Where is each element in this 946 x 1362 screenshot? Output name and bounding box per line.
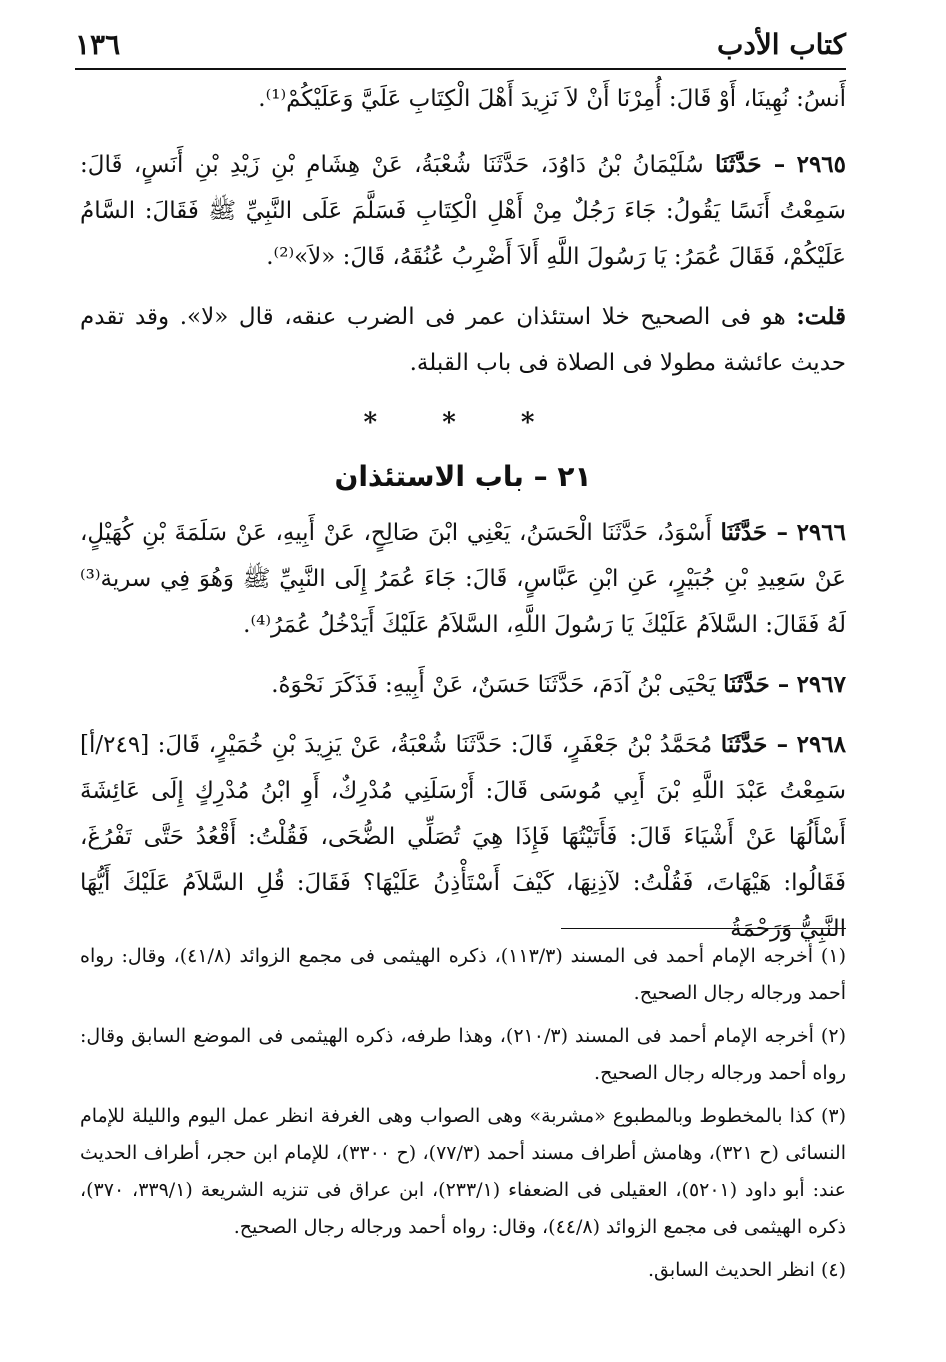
hadith-2967 bbox=[80, 662, 846, 708]
hadith-lead: – حَدَّثَنَا bbox=[715, 151, 786, 178]
hadith-number: ٢٩٦٦ bbox=[796, 519, 846, 546]
hadith-text: أَسْوَدُ، حَدَّثَنَا الْحَسَنُ، يَعْنِي ابْنَ صَالِحٍ، عَنْ أَبِيهِ، عَنْ سَلَمَةَ بْنِ كُهَيْلٍ، عَنْ سَعِيدِ بْنِ جُبَيْرٍ، عَنِ ابْنِ عَبَّاسٍ، قَالَ: جَاءَ عُمَرُ إِلَى النَّبِيِّ ﷺ وَهُوَ فِي سرية⁽³⁾ لَهُ فَقَالَ: السَّلاَمُ عَلَيْكَ يَا رَسُولَ اللَّهِ، السَّلاَمُ عَلَيْكَ أَيَدْخُلُ عُمَرُ⁽⁴⁾. bbox=[80, 520, 846, 638]
page-number: ١٣٦ bbox=[75, 28, 121, 61]
footnotes bbox=[80, 938, 846, 1295]
hadith-text: يَحْيَى بْنُ آدَمَ، حَدَّثَنَا حَسَنٌ، عَنْ أَبِيهِ: فَذَكَرَ نَحْوَهُ. bbox=[271, 672, 716, 698]
footnote-3: (٣) كذا بالمخطوط وبالمطبوع «مشربة» وهى الصواب وهى الغرفة انظر عمل اليوم والليلة للإمام النسائى (ح ٣٢١)، وهامش أطراف مسند أحمد (٧٧/٣)، (ح ٣٣٠٠)، للإمام ابن حجر، أطراف الحديث عند: أبو داود (٥٢٠١)، العقيلى فى الضعفاء (٢٣٣/١)، ابن عراق فى تنزيه الشريعة (٣٣٩/١، ٣٧٠)، ذكره الهيثمى فى مجمع الزوائد (٤٤/٨)، وقال: رواه أحمد ورجاله رجال الصحيح. bbox=[80, 1105, 847, 1238]
book-title: كتاب الأدب bbox=[717, 28, 846, 61]
hadith-number: ٢٩٦٧ bbox=[796, 671, 846, 698]
footnote-4: (٤) انظر الحديث السابق. bbox=[647, 1259, 846, 1281]
page-header bbox=[75, 28, 846, 70]
footnote-divider bbox=[561, 928, 846, 929]
hadith-lead: – حَدَّثَنَا bbox=[720, 731, 789, 758]
hadith-2965 bbox=[80, 142, 846, 280]
hadith-2968 bbox=[80, 722, 846, 952]
hadith-text: سُلَيْمَانُ بْنُ دَاوُدَ، حَدَّثَنَا شُعْبَةُ، عَنْ هِشَامِ بْنِ زَيْدِ بْنِ أَنَسٍ، قَالَ: سَمِعْتُ أَنَسًا يَقُولُ: جَاءَ رَجُلٌ مِنْ أَهْلِ الْكِتَابِ فَسَلَّمَ عَلَى النَّبِيِّ ﷺ فَقَالَ: السَّامُ عَلَيْكُمْ، فَقَالَ عُمَرُ: يَا رَسُولَ اللَّهِ أَلاَ أَضْرِبُ عُنُقَهُ، قَالَ: «لاَ»⁽²⁾. bbox=[80, 152, 846, 270]
comment-label: قلت: bbox=[796, 303, 846, 330]
hadith-number: ٢٩٦٥ bbox=[796, 151, 847, 178]
footnote-2: (٢) أخرجه الإمام أحمد فى المسند (٢١٠/٣)، وهذا طرفه، ذكره الهيثمى فى الموضع السابق وقال: رواه أحمد ورجاله رجال الصحيح. bbox=[80, 1025, 846, 1084]
comment-text: هو فى الصحيح خلا استئذان عمر فى الضرب عنقه، قال «لا». وقد تقدم حديث عائشة مطولا فى الصلاة فى باب القبلة. bbox=[80, 304, 846, 376]
hadith-text: مُحَمَّدُ بْنُ جَعْفَرٍ، قَالَ: حَدَّثَنَا شُعْبَةُ، عَنْ يَزِيدَ بْنِ خُمَيْرٍ، قَالَ: [٢٤٩/أ] سَمِعْتُ عَبْدَ اللَّهِ بْنَ أَبِي مُوسَى قَالَ: أَرْسَلَنِي مُدْرِكٌ، أَوِ ابْنُ مُدْرِكٍ إِلَى عَائِشَةَ أَسْأَلُهَا عَنْ أَشْيَاءَ قَالَ: فَأَتَيْتُهَا فَإِذَا هِيَ تُصَلِّي الضُّحَى، فَقُلْتُ: أَقْعُدُ حَتَّى تَفْرُغَ، فَقَالُوا: هَيْهَاتَ، فَقُلْتُ: لآذِنِهَا، كَيْفَ أَسْتَأْذِنُ عَلَيْهَا؟ فَقَالَ: قُلِ السَّلاَمُ عَلَيْكَ أَيُّهَا النَّبِيُّ وَرَحْمَةُ bbox=[80, 732, 846, 942]
continued-hadith: أَنسُ: نُهِينَا، أَوْ قَالَ: أُمِرْنَا أَنْ لاَ نَزِيدَ أَهْلَ الْكِتَابِ عَلَيَّ وَعَلَيْكُمْ⁽¹⁾. bbox=[258, 86, 846, 112]
hadith-lead: – حَدَّثَنَا bbox=[720, 519, 788, 546]
footnote-1: (١) أخرجه الإمام أحمد فى المسند (١١٣/٣)، ذكره الهيثمى فى مجمع الزوائد (٤١/٨)، وقال: رواه أحمد ورجاله رجال الصحيح. bbox=[80, 945, 846, 1004]
hadith-number: ٢٩٦٨ bbox=[796, 731, 847, 758]
hadith-2966 bbox=[80, 510, 846, 648]
chapter-title: ٢١ – باب الاستئذان bbox=[334, 460, 592, 493]
author-comment bbox=[80, 294, 846, 386]
section-separator: * * * bbox=[363, 408, 563, 438]
main-text bbox=[80, 76, 846, 966]
hadith-lead: – حَدَّثَنَا bbox=[723, 671, 790, 698]
